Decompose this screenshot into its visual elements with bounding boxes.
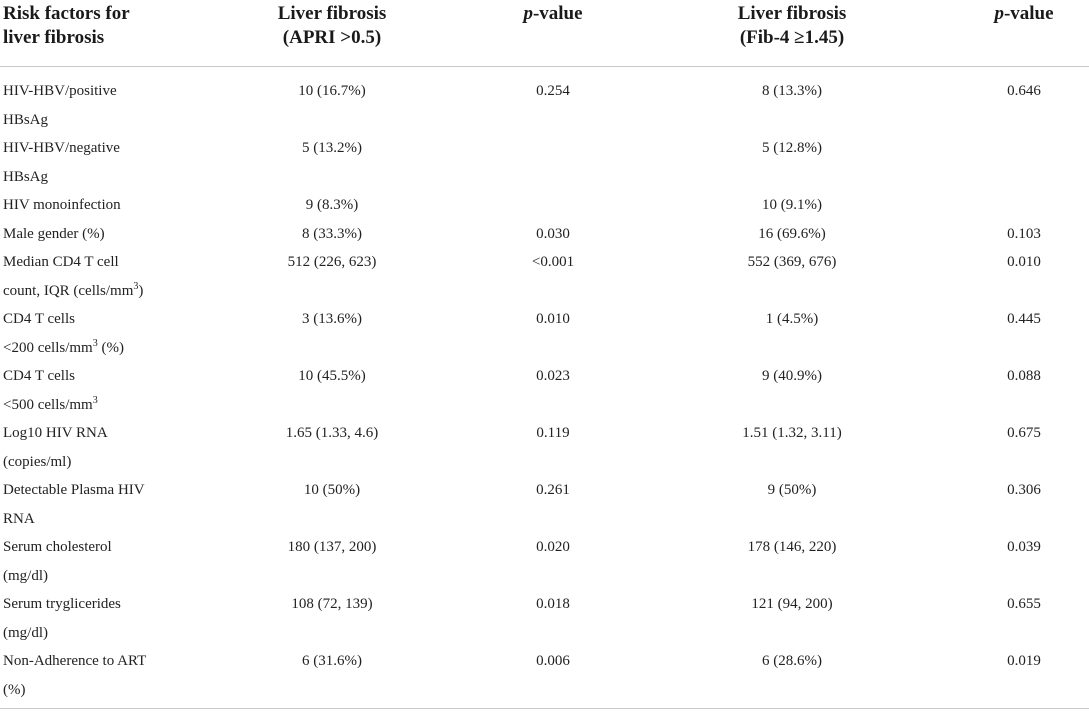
fib4-value: 178 (146, 220) xyxy=(747,539,837,555)
table-row xyxy=(0,134,1089,191)
table-row xyxy=(0,590,1089,647)
fib4-value: 8 (13.3%) xyxy=(762,83,822,99)
table-row xyxy=(0,220,1089,249)
fib4-value: 10 (9.1%) xyxy=(762,197,822,213)
apri-value: 5 (13.2%) xyxy=(302,140,362,156)
table-row xyxy=(0,191,1089,220)
table-header xyxy=(0,0,1089,67)
p-value-apri: 0.020 xyxy=(536,539,570,555)
table-row xyxy=(0,248,1089,305)
fib4-value: 1 (4.5%) xyxy=(765,311,819,327)
apri-value: 10 (50%) xyxy=(303,482,361,498)
row-label: HIV monoinfection xyxy=(3,197,121,213)
row-label: CD4 T cells <200 cells/$mm^3$ (%) xyxy=(3,311,124,356)
apri-value: 108 (72, 139) xyxy=(291,596,373,612)
fib4-value: 9 (40.9%) xyxy=(762,368,822,384)
fib4-value: 1.51 (1.32, 3.11) xyxy=(742,425,842,441)
row-label: Detectable Plasma HIV RNA xyxy=(3,482,145,527)
fib4-value: 6 (28.6%) xyxy=(762,653,822,669)
table-row xyxy=(0,419,1089,476)
row-label: Serum tryglicerides (mg/dl) xyxy=(3,596,121,641)
header-liver-fibrosis-apri: Liver fibrosis (APRI >0.5) xyxy=(277,3,387,48)
p-value-fib4: 0.675 xyxy=(1007,425,1041,441)
apri-value: 6 (31.6%) xyxy=(302,653,362,669)
p-value-fib4: 0.019 xyxy=(1007,653,1041,669)
fib4-value: 9 (50%) xyxy=(767,482,817,498)
fib4-value: 121 (94, 200) xyxy=(751,596,833,612)
table-row xyxy=(0,533,1089,590)
header-p-value-fib4: p-value xyxy=(994,3,1054,24)
header-risk-factors: Risk factors for liver fibrosis xyxy=(3,3,130,48)
p-value-fib4: 0.655 xyxy=(1007,596,1041,612)
p-value-apri: 0.254 xyxy=(536,83,570,99)
p-value-fib4: 0.010 xyxy=(1007,254,1041,270)
row-label: HIV-HBV/positive HBsAg xyxy=(3,83,117,128)
p-value-apri: 0.006 xyxy=(536,653,570,669)
apri-value: 8 (33.3%) xyxy=(302,225,362,242)
p-value-fib4: 0.088 xyxy=(1007,368,1041,384)
apri-value: 180 (137, 200) xyxy=(287,539,377,555)
p-value-fib4: 0.445 xyxy=(1007,311,1041,327)
table-row xyxy=(0,362,1089,419)
p-value-apri: 0.261 xyxy=(536,482,570,498)
row-label: HIV-HBV/negative HBsAg xyxy=(3,140,120,185)
p-value-apri: 0.018 xyxy=(536,596,570,612)
apri-value: 3 (13.6%) xyxy=(302,311,362,327)
p-value-fib4: 0.306 xyxy=(1007,482,1041,498)
row-label: Median CD4 T cell count, IQR $(cells/mm^3)$ xyxy=(3,254,144,299)
header-liver-fibrosis-fib4: Liver fibrosis (Fib-4 ≥1.45) xyxy=(737,3,847,48)
row-label: Male gender (%) xyxy=(3,225,105,242)
apri-value: 1.65 (1.33, 4.6) xyxy=(285,425,379,441)
apri-value: 10 (45.5%) xyxy=(298,368,366,384)
fib4-value: 16 (69.6%) xyxy=(758,225,826,242)
p-value-apri: 0.119 xyxy=(536,425,570,441)
p-value-apri: 0.010 xyxy=(536,311,570,327)
p-value-apri: 0.023 xyxy=(536,368,570,384)
p-value-fib4: 0.103 xyxy=(1007,225,1041,242)
row-label: Non-Adherence to ART (%) xyxy=(3,653,147,698)
fib4-value: 552 (369, 676) xyxy=(747,254,837,270)
p-value-fib4: 0.646 xyxy=(1007,83,1041,99)
p-value-apri: <0.001 xyxy=(531,254,575,270)
row-label: Serum cholesterol (mg/dl) xyxy=(3,539,112,584)
p-value-fib4: 0.039 xyxy=(1007,539,1041,555)
apri-value: 9 (8.3%) xyxy=(305,197,359,213)
table-body xyxy=(0,67,1089,704)
row-label: Log10 HIV RNA (copies/ml) xyxy=(3,425,108,470)
table-row xyxy=(0,647,1089,704)
apri-value: 512 (226, 623) xyxy=(287,254,377,270)
header-p-value-apri: p-value xyxy=(523,3,583,24)
p-value-apri: 0.030 xyxy=(536,225,570,242)
table-row xyxy=(0,305,1089,362)
fib4-value: 5 (12.8%) xyxy=(762,140,822,156)
table-row xyxy=(0,476,1089,533)
row-label: CD4 T cells <500 cells/$mm^3$ xyxy=(3,368,98,413)
apri-value: 10 (16.7%) xyxy=(298,83,366,99)
table-row xyxy=(0,77,1089,134)
bottom-rule xyxy=(0,708,1089,709)
